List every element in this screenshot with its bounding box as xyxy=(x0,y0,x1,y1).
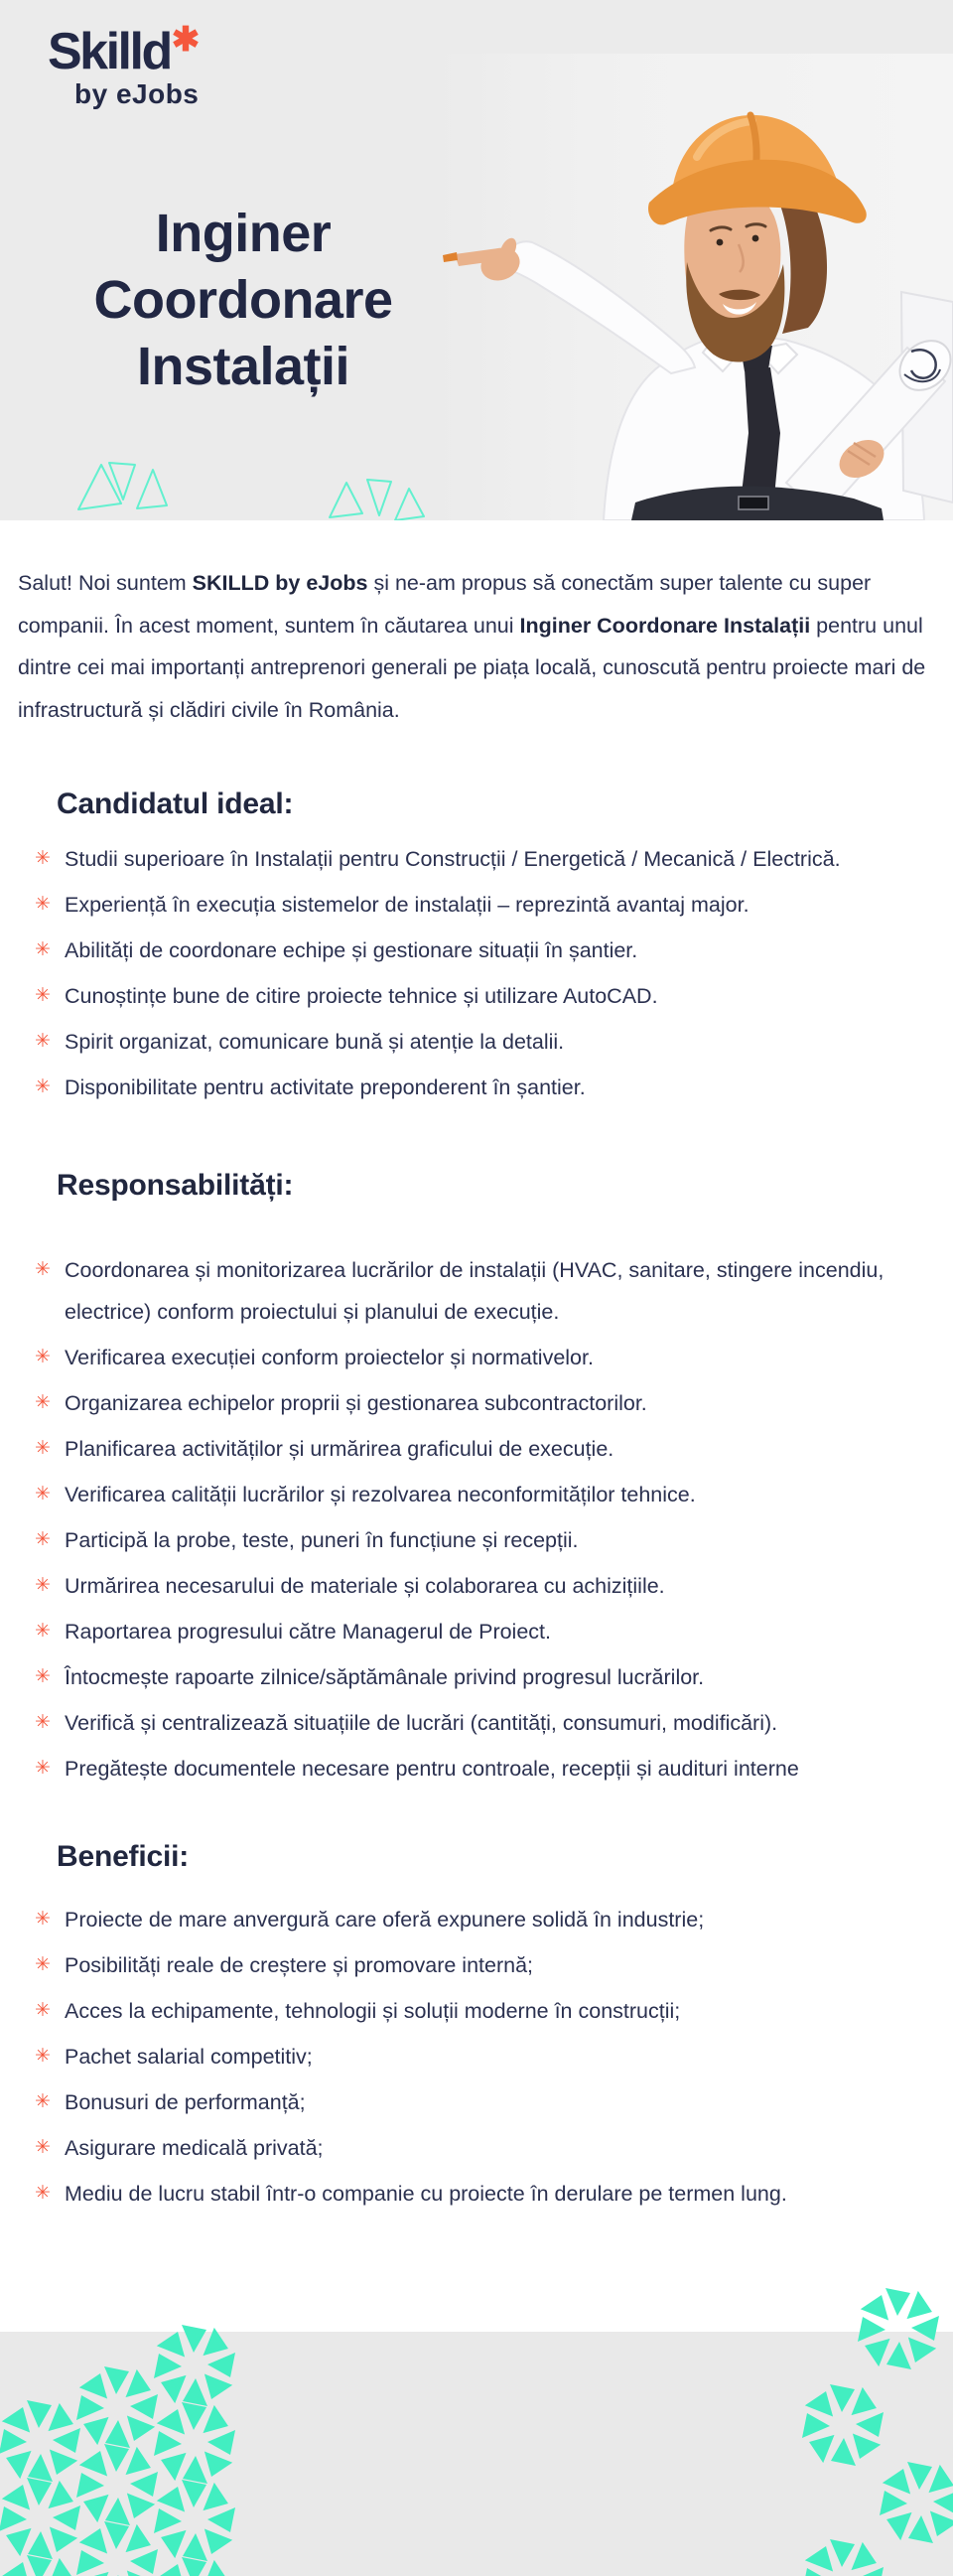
bullet-item xyxy=(35,1067,927,1108)
brand-logo xyxy=(48,22,200,110)
bullet-item xyxy=(35,1611,927,1652)
bullet-text: Experiență în execuția sistemelor de instalații – reprezintă avantaj major. xyxy=(65,893,749,918)
asterisk-bullet-icon: ✳ xyxy=(35,1954,51,1976)
bullet-text: Posibilități reale de creștere și promovare internă; xyxy=(65,1953,534,1978)
bullet-item xyxy=(35,1337,927,1378)
brand-name: Skilld✱ xyxy=(48,21,201,80)
bullet-item xyxy=(35,1249,927,1333)
bullet-text: Verifică și centralizează situațiile de lucrări (cantități, consumuri, modificări). xyxy=(65,1711,778,1736)
bullet-item xyxy=(35,1519,927,1561)
bullet-list xyxy=(0,838,953,1108)
section-beneficii xyxy=(0,1839,953,2215)
asterisk-bullet-icon: ✳ xyxy=(35,1392,51,1414)
bullet-item xyxy=(35,838,927,880)
bullet-item xyxy=(35,1021,927,1063)
asterisk-bullet-icon: ✳ xyxy=(35,1438,51,1460)
section-title: Candidatul ideal: xyxy=(57,787,294,821)
section-title: Responsabilități: xyxy=(57,1169,294,1203)
asterisk-bullet-icon: ✳ xyxy=(35,1259,51,1281)
bullet-item xyxy=(35,1656,927,1698)
bullet-item xyxy=(35,1428,927,1470)
asterisk-bullet-icon: ✳ xyxy=(35,848,51,870)
asterisk-bullet-icon: ✳ xyxy=(35,1529,51,1551)
section-candidatul-ideal xyxy=(0,787,953,1108)
bullet-item xyxy=(35,2173,927,2215)
intro-bold-text: SKILLD by eJobs xyxy=(192,571,368,595)
bullet-item xyxy=(35,2081,927,2123)
bullet-item xyxy=(35,1474,927,1515)
footer-band xyxy=(0,2332,953,2576)
job-title-line: Instalații xyxy=(136,337,350,397)
bullet-item xyxy=(35,2127,927,2169)
bullet-text: Pachet salarial competitiv; xyxy=(65,2045,313,2070)
asterisk-bullet-icon: ✳ xyxy=(35,2091,51,2113)
asterisk-bullet-icon: ✳ xyxy=(35,894,51,916)
asterisk-bullet-icon: ✳ xyxy=(35,2183,51,2205)
intro-paragraph xyxy=(18,562,931,731)
bullet-text: Pregătește documentele necesare pentru controale, recepții și audituri interne xyxy=(65,1757,799,1782)
bullet-text: Bonusuri de performanță; xyxy=(65,2090,306,2115)
bullet-text: Proiecte de mare anvergură care oferă expunere solidă în industrie; xyxy=(65,1908,705,1932)
bullet-text: Organizarea echipelor proprii și gestionarea subcontractorilor. xyxy=(65,1391,647,1416)
bullet-text: Participă la probe, teste, puneri în funcțiune și recepții. xyxy=(65,1528,579,1553)
bullet-text: Verificarea calității lucrărilor și rezolvarea neconformităților tehnice. xyxy=(65,1483,696,1507)
asterisk-bullet-icon: ✳ xyxy=(35,1575,51,1597)
section-title: Beneficii: xyxy=(57,1840,190,1874)
asterisk-bullet-icon: ✳ xyxy=(35,1031,51,1053)
job-title-line: Inginer xyxy=(155,204,332,264)
bullet-item xyxy=(35,1382,927,1424)
asterisk-bullet-icon: ✳ xyxy=(35,2046,51,2068)
bullet-item xyxy=(35,1702,927,1744)
job-title-line: Coordonare xyxy=(93,270,393,331)
asterisk-bullet-icon: ✳ xyxy=(35,2000,51,2022)
asterisk-bullet-icon: ✳ xyxy=(35,939,51,961)
bullet-text: Cunoștințe bune de citire proiecte tehnice și utilizare AutoCAD. xyxy=(65,984,658,1009)
asterisk-bullet-icon: ✳ xyxy=(35,1758,51,1780)
bullet-item xyxy=(35,884,927,926)
asterisk-bullet-icon: ✳ xyxy=(35,2137,51,2159)
bullet-item xyxy=(35,1944,927,1986)
asterisk-bullet-icon: ✳ xyxy=(35,1347,51,1368)
asterisk-bullet-icon: ✳ xyxy=(35,1076,51,1098)
bullet-text: Coordonarea și monitorizarea lucrărilor de instalații (HVAC, sanitare, stingere incendiu, electrice) conform proiectului și planului de execuție. xyxy=(65,1258,885,1325)
intro-bold-text: Inginer Coordonare Instalații xyxy=(519,613,811,638)
bullet-text: Mediu de lucru stabil într-o companie cu proiecte în derulare pe termen lung. xyxy=(65,2182,787,2207)
bullet-item xyxy=(35,1990,927,2032)
bullet-text: Spirit organizat, comunicare bună și atenție la detalii. xyxy=(65,1030,565,1055)
bullet-item xyxy=(35,1565,927,1607)
engineer-photo xyxy=(437,54,953,520)
asterisk-bullet-icon: ✳ xyxy=(35,1909,51,1931)
bullet-item xyxy=(35,930,927,971)
asterisk-bullet-icon: ✳ xyxy=(35,1712,51,1734)
section-responsabilitati xyxy=(0,1168,953,1789)
bullet-item xyxy=(35,2036,927,2077)
asterisk-bullet-icon: ✳ xyxy=(35,1666,51,1688)
bullet-text: Urmărirea necesarului de materiale și colaborarea cu achizițiile. xyxy=(65,1574,665,1599)
intro-text: și ne-am propus să conectăm super talente cu super companii. În acest moment, suntem în căutarea unui xyxy=(18,571,872,638)
asterisk-bullet-icon: ✳ xyxy=(35,985,51,1007)
bullet-text: Abilități de coordonare echipe și gestionare situații în șantier. xyxy=(65,938,638,963)
asterisk-bullet-icon: ✳ xyxy=(35,1484,51,1505)
brand-byline: by eJobs xyxy=(74,78,200,110)
bullet-list xyxy=(0,1249,953,1789)
bullet-text: Acces la echipamente, tehnologii și soluții moderne în construcții; xyxy=(65,1999,681,2024)
asterisk-bullet-icon: ✳ xyxy=(35,1621,51,1643)
bullet-text: Întocmește rapoarte zilnice/săptămânale privind progresul lucrărilor. xyxy=(65,1665,705,1690)
bullet-text: Studii superioare în Instalații pentru Construcții / Energetică / Mecanică / Electrică. xyxy=(65,847,841,872)
bullet-text: Disponibilitate pentru activitate preponderent în șantier. xyxy=(65,1075,586,1100)
bullet-item xyxy=(35,975,927,1017)
bullet-item xyxy=(35,1748,927,1789)
job-title xyxy=(0,201,486,400)
intro-text: pentru unul dintre cei mai importanți antreprenori generali pe piața locală, cunoscută pentru proiecte mari de infrastructură și clădiri civile în România. xyxy=(18,613,926,722)
bullet-text: Planificarea activităților și urmărirea graficului de execuție. xyxy=(65,1437,614,1462)
bullet-list xyxy=(0,1899,953,2215)
bullet-text: Verificarea execuției conform proiectelor și normativelor. xyxy=(65,1346,594,1370)
bullet-text: Raportarea progresului către Managerul de Proiect. xyxy=(65,1620,551,1645)
bullet-item xyxy=(35,1899,927,1940)
intro-text: Salut! Noi suntem xyxy=(18,571,193,595)
brand-asterisk-icon: ✱ xyxy=(171,21,201,59)
hero-header xyxy=(0,0,953,520)
job-description xyxy=(0,562,953,2215)
bullet-text: Asigurare medicală privată; xyxy=(65,2136,324,2161)
